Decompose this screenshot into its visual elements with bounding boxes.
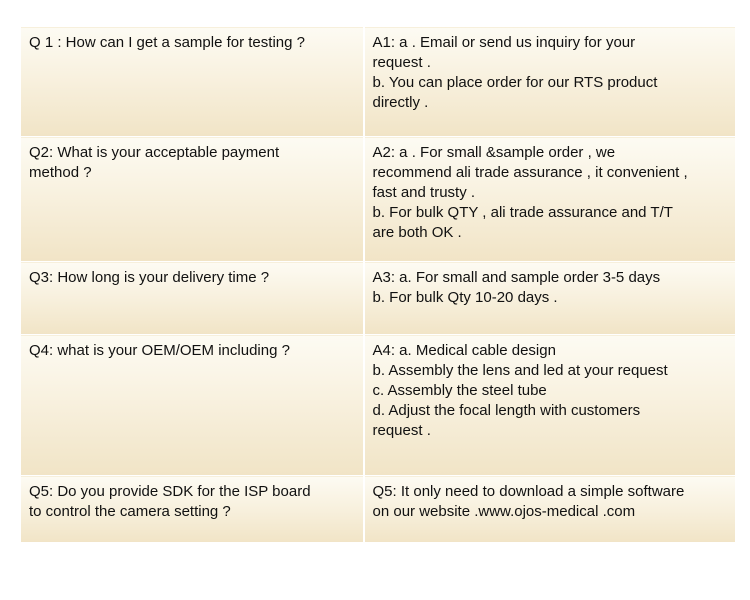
faq-answer: A1: a . Email or send us inquiry for your request . b. You can place order for our RTS product directly . xyxy=(364,27,736,137)
faq-table xyxy=(20,26,736,543)
faq-row xyxy=(21,335,736,476)
faq-question: Q2: What is your acceptable payment method ? xyxy=(21,137,364,262)
faq-question: Q 1 : How can I get a sample for testing ? xyxy=(21,27,364,137)
faq-row xyxy=(21,262,736,335)
faq-answer: A4: a. Medical cable design b. Assembly the lens and led at your request c. Assembly the steel tube d. Adjust the focal length with customers request . xyxy=(364,335,736,476)
faq-answer: Q5: It only need to download a simple software on our website .www.ojos-medical .com xyxy=(364,476,736,543)
faq-row xyxy=(21,27,736,137)
faq-row xyxy=(21,137,736,262)
faq-question: Q3: How long is your delivery time ? xyxy=(21,262,364,335)
faq-answer: A2: a . For small &sample order , we recommend ali trade assurance , it convenient , fast and trusty . b. For bulk QTY , ali trade assurance and T/T are both OK . xyxy=(364,137,736,262)
faq-question: Q5: Do you provide SDK for the ISP board to control the camera setting ? xyxy=(21,476,364,543)
faq-question: Q4: what is your OEM/OEM including ? xyxy=(21,335,364,476)
faq-answer: A3: a. For small and sample order 3-5 days b. For bulk Qty 10-20 days . xyxy=(364,262,736,335)
faq-row xyxy=(21,476,736,543)
